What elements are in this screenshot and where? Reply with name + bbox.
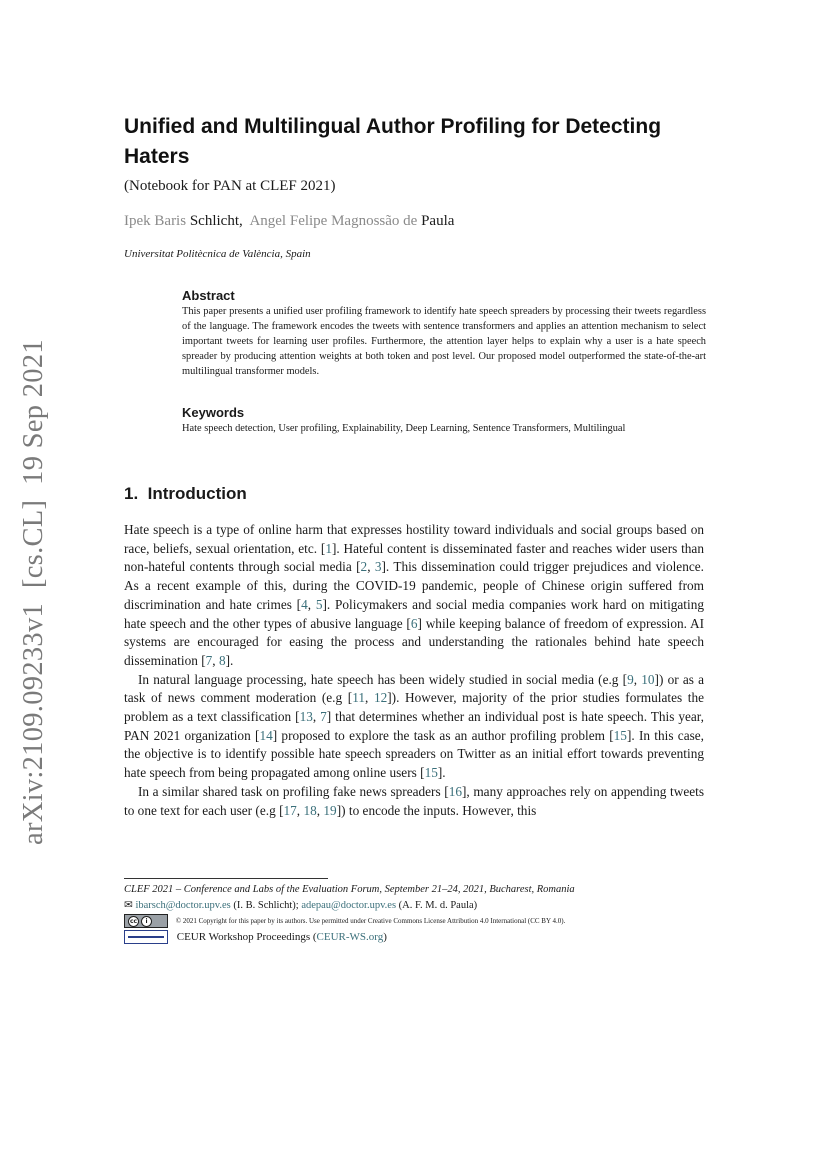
arxiv-side-stamp: arXiv:2109.09233v1 [cs.CL] 19 Sep 2021 <box>18 339 49 845</box>
citation-link[interactable]: 19 <box>323 802 337 818</box>
keywords-block <box>182 405 706 436</box>
paper-subtitle: (Notebook for PAN at CLEF 2021) <box>124 178 336 194</box>
citation-link[interactable]: 2 <box>360 559 368 575</box>
paragraph-text: ]. Hateful content is disseminated faster and reaches wider users than non-hateful contents through social media [ <box>124 540 704 575</box>
author-initials: (A. F. M. d. Paula) <box>396 900 478 911</box>
ceur-logo-icon <box>124 930 168 944</box>
section-number: 1. <box>124 484 139 503</box>
citation-link[interactable]: 18 <box>303 802 317 818</box>
paragraph-text: , <box>296 802 304 818</box>
paragraph-text: In natural language processing, hate speech has been widely studied in social media (e.g [ <box>138 671 628 687</box>
paragraph-text: , <box>307 596 316 612</box>
paragraph <box>124 671 704 783</box>
citation-link[interactable]: 9 <box>627 671 634 687</box>
abstract-heading: Abstract <box>182 288 235 303</box>
citation-link[interactable]: 1 <box>325 540 332 556</box>
citation-link[interactable]: 4 <box>301 596 308 612</box>
citation-link[interactable]: 3 <box>374 559 382 575</box>
footnote-rule <box>124 878 328 879</box>
paragraph <box>124 783 704 820</box>
paragraph-text: ]. This dissemination could trigger prejudices and violence. As a recent example of this, during the COVID-19 pandemic, people of Chinese origin suffered from discrimination and hate crimes [ <box>124 559 704 612</box>
author-given-name: Angel Felipe Magnossão de <box>249 213 418 229</box>
citation-link[interactable]: 14 <box>259 727 273 743</box>
footnote-copyright <box>124 914 565 928</box>
author-family-name: Schlicht <box>189 213 239 229</box>
paragraph-text: , <box>365 690 374 706</box>
paragraph-text: , <box>316 802 324 818</box>
footnote-conference: CLEF 2021 – Conference and Labs of the Evaluation Forum, September 21–24, 2021, Bucharest, Romania <box>124 884 575 895</box>
citation-link[interactable]: 7 <box>205 652 213 668</box>
paragraph-text: ]). However, majority of the prior studies formulates the problem as a text classification [ <box>124 690 704 725</box>
email-link[interactable]: ibarsch@doctor.upv.es <box>135 900 231 911</box>
paragraph-text: Hate speech is a type of online harm that expresses hostility toward individuals and social groups based on race, beliefs, sexual orientation, etc. [ <box>124 522 704 556</box>
citation-link[interactable]: 5 <box>315 596 323 612</box>
keywords-text: Hate speech detection, User profiling, Explainability, Deep Learning, Sentence Transformers, Multilingual <box>182 423 626 434</box>
paragraph-text: ] proposed to explore the task as an author profiling problem [ <box>272 727 614 743</box>
paragraph-text: ]. <box>225 652 234 668</box>
citation-link[interactable]: 15 <box>424 765 438 781</box>
citation-link[interactable]: 6 <box>410 615 418 631</box>
citation-link[interactable]: 7 <box>320 709 327 725</box>
paragraph <box>124 521 704 671</box>
paragraph-text: ]) to encode the inputs. However, this <box>336 802 537 818</box>
citation-link[interactable]: 17 <box>283 802 297 818</box>
affiliation: Universitat Politècnica de València, Spain <box>124 248 311 260</box>
ceur-close: ) <box>383 931 387 943</box>
author-initials: (I. B. Schlicht); <box>230 900 302 911</box>
citation-link[interactable]: 11 <box>352 690 365 706</box>
footnote-emails <box>124 899 477 911</box>
copyright-text: © 2021 Copyright for this paper by its authors. Use permitted under Creative Commons License Attribution 4.0 International (CC BY 4.0). <box>175 917 566 925</box>
paragraph-text: , <box>312 709 321 725</box>
paper-title: Unified and Multilingual Author Profiling for Detecting Haters <box>124 115 662 168</box>
paragraph-text: ] that determines whether an individual post is hate speech. This year, PAN 2021 organization [ <box>124 709 704 743</box>
email-link[interactable]: adepau@doctor.upv.es <box>301 900 397 911</box>
body-text <box>124 521 704 820</box>
paragraph-text: In a similar shared task on profiling fake news spreaders [ <box>138 783 449 799</box>
citation-link[interactable]: 10 <box>641 671 655 687</box>
paragraph-text: ]. Policymakers and social media companies work hard on mitigating hate speech and the other types of abusive language [ <box>124 596 704 631</box>
paragraph-text: , <box>633 671 642 687</box>
citation-link[interactable]: 13 <box>299 709 313 725</box>
author-given-name: Ipek Baris <box>124 213 187 229</box>
section-heading <box>124 484 247 504</box>
author-list: Ipek Baris Schlicht, Angel Felipe Magnossão de Paula <box>124 213 455 229</box>
citation-link[interactable]: 16 <box>448 783 462 799</box>
author-family-name: Paula <box>421 213 455 229</box>
abstract-block <box>182 288 706 379</box>
ceur-text: CEUR Workshop Proceedings ( <box>176 931 317 943</box>
keywords-heading: Keywords <box>182 405 245 420</box>
citation-link[interactable]: 12 <box>373 690 388 706</box>
ceur-link[interactable]: CEUR-WS.org <box>316 931 384 943</box>
cc-license-icon: cc i <box>124 914 168 928</box>
envelope-icon: ✉ <box>124 900 133 911</box>
citation-link[interactable]: 15 <box>613 727 627 743</box>
section-title: Introduction <box>147 484 247 503</box>
paragraph-text: ]. In this case, the objective is to identify possible hate speech spreaders on Twitter as an initial effort towards preventing hate speech from being propagated among online users [ <box>124 727 704 781</box>
paragraph-text: , <box>212 652 219 668</box>
abstract-text: This paper presents a unified user profiling framework to identify hate speech spreaders by processing their tweets regardless of the language. The framework encodes the tweets with sentence transformers and applies an attention mechanism to select important tweets for learning user profiles. Furthermore, the attention layer helps to explain why a user is a hate speech spreader by producing attention weights at both token and post level. Our proposed model outperformed the state-of-the-art multilingual transformer models. <box>182 306 706 378</box>
citation-link[interactable]: 8 <box>218 652 226 668</box>
paragraph-text: ] while keeping balance of freedom of expression. AI systems are encouraged for easing the process and understanding the rationales behind hate speech dissemination [ <box>124 615 704 668</box>
paragraph-text: ]. <box>437 765 446 781</box>
paragraph-text: ]) or as a task of news comment moderation (e.g [ <box>124 671 705 706</box>
footnote-ceur <box>124 930 387 945</box>
paragraph-text: , <box>367 559 375 575</box>
paragraph-text: ], many approaches rely on appending tweets to one text for each user (e.g [ <box>124 783 704 818</box>
